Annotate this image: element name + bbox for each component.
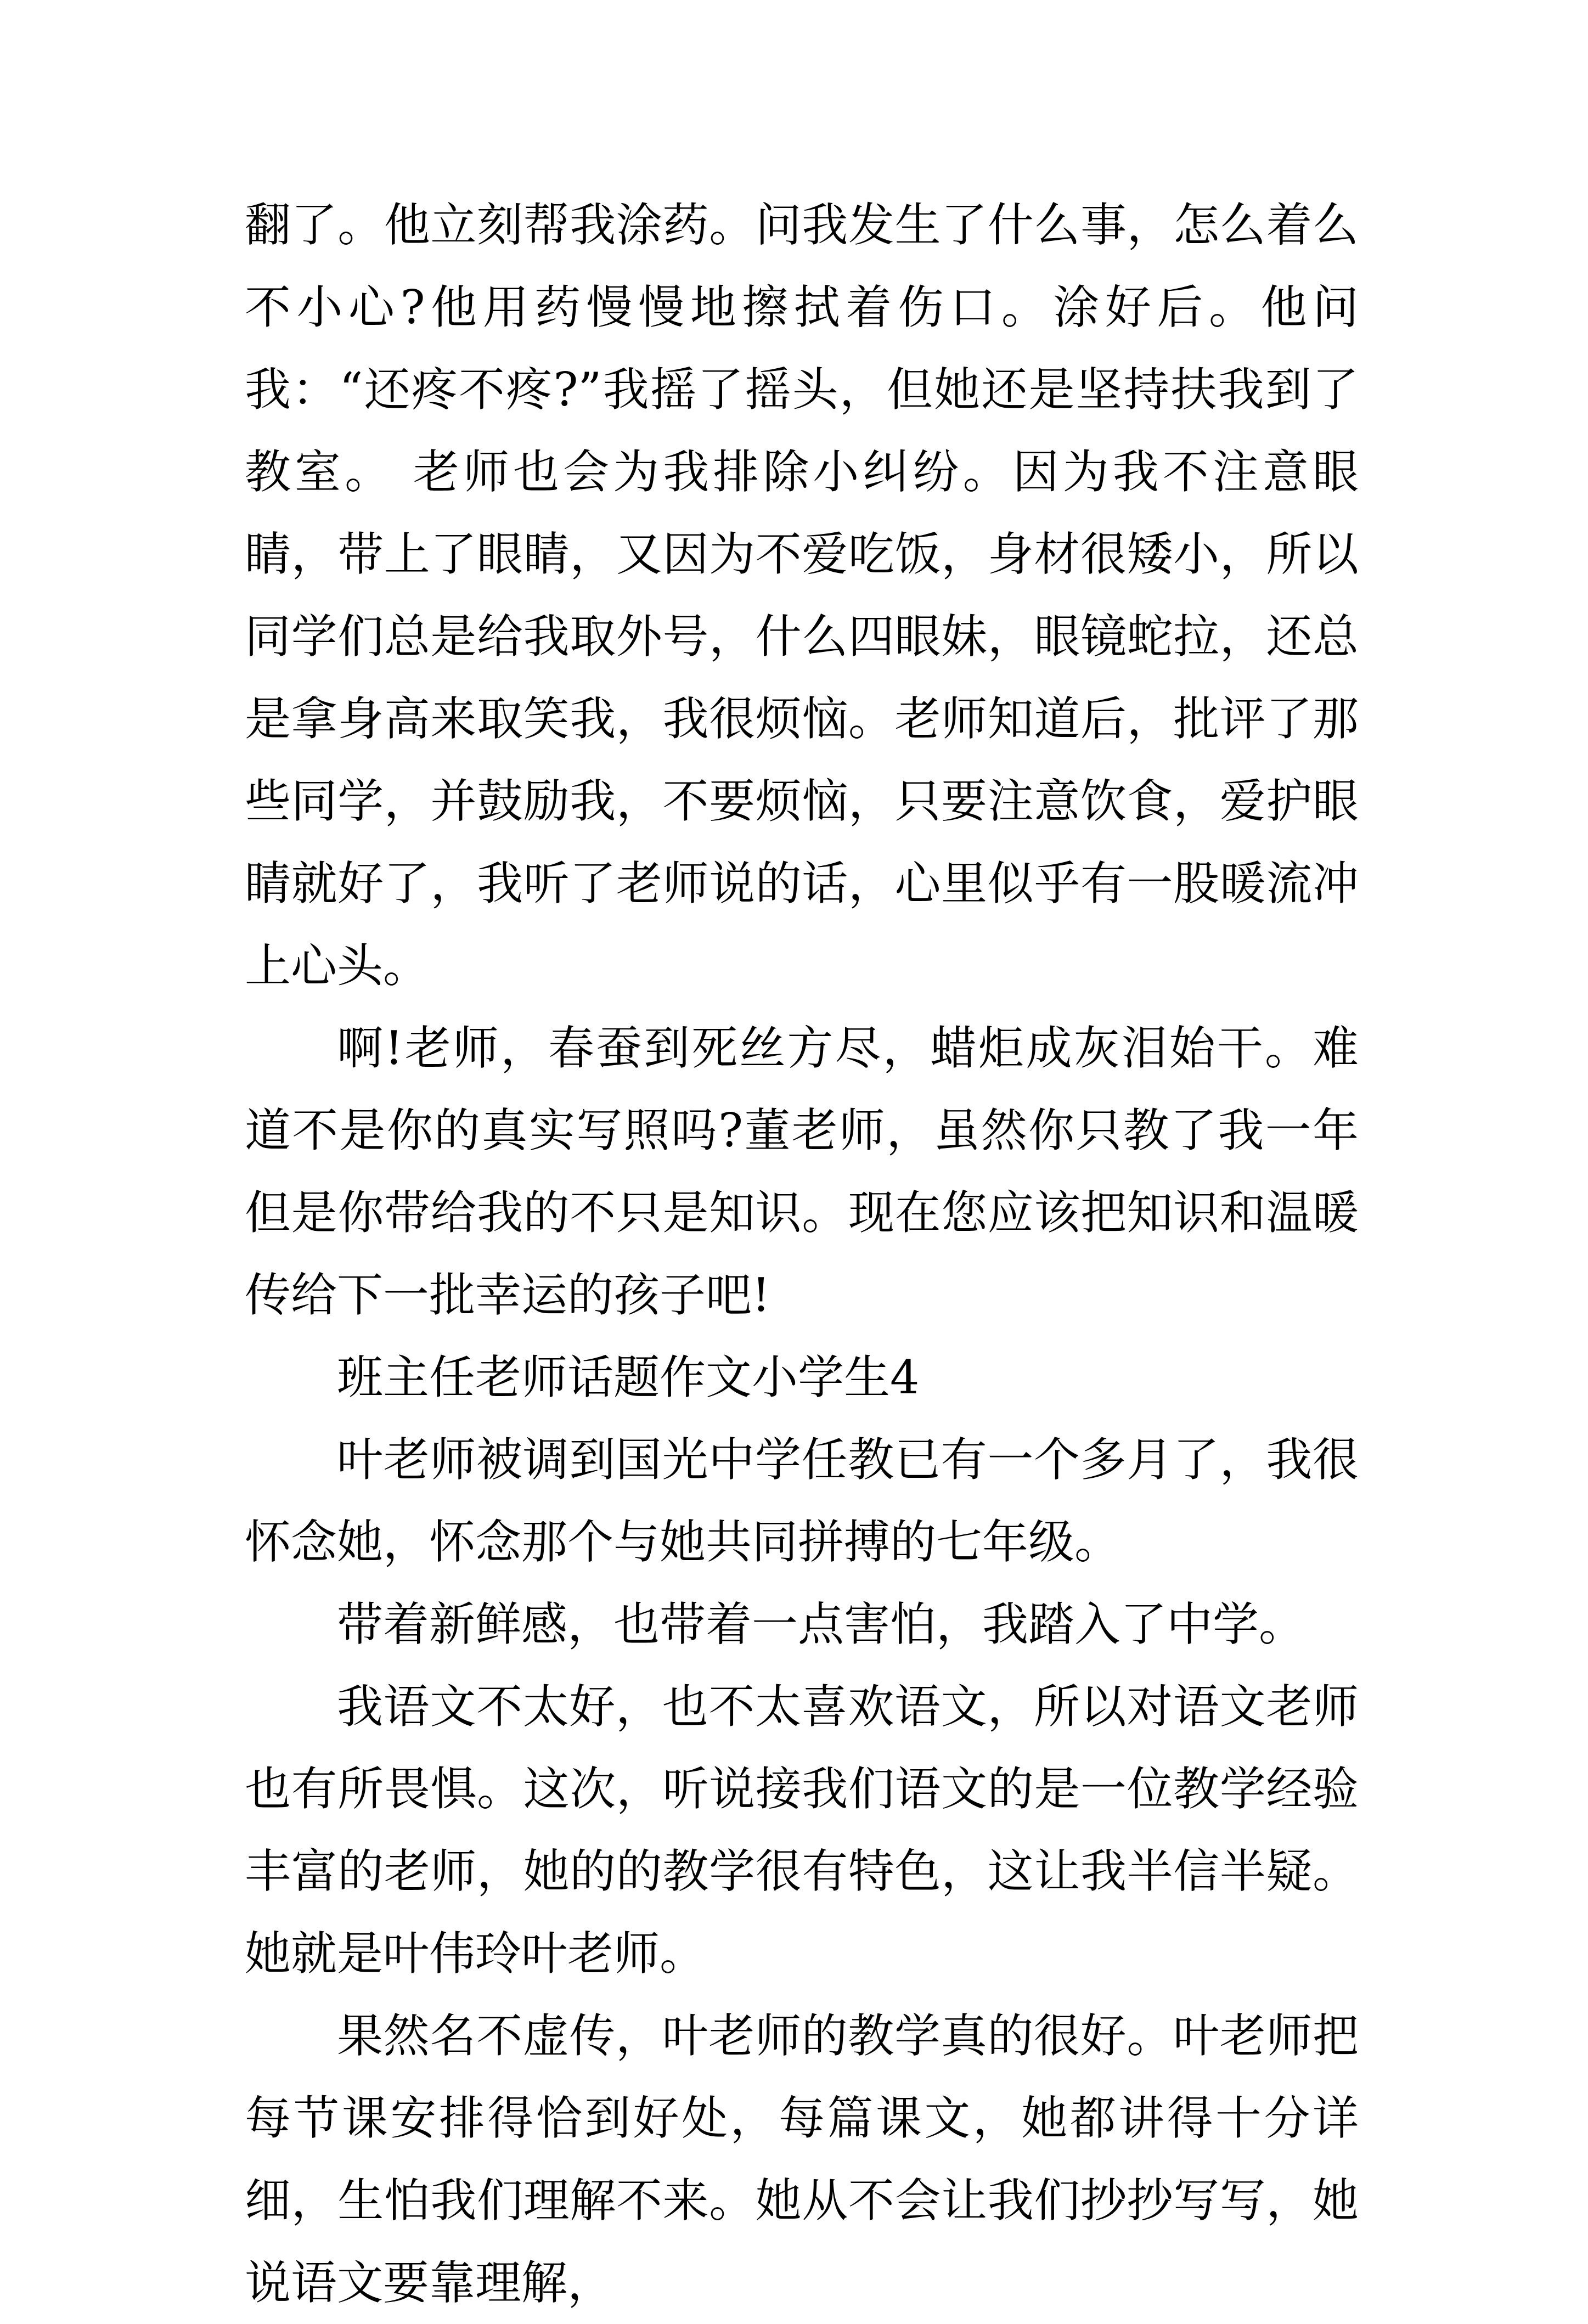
paragraph-2: 啊!老师，春蚕到死丝方尽，蜡炬成灰泪始干。难道不是你的真实写照吗?董老师，虽然你只教了我一年但是你带给我的不只是知识。现在您应该把知识和温暖传给下一批幸运的孩子吧! bbox=[245, 1021, 1359, 1322]
paragraph-4: 带着新鲜感，也带着一点害怕，我踏入了中学。 bbox=[337, 1597, 1305, 1651]
paragraph-1: 翻了。他立刻帮我涂药。问我发生了什么事，怎么着么不小心?他用药慢慢地擦拭着伤口。涂好后。他问我：“还疼不疼?”我摇了摇头，但她还是坚持扶我到了教室。 老师也会为我排除小纠纷。因为我不注意眼睛，带上了眼睛，又因为不爱吃饭，身材很矮小，所以同学们总是给我取外号，什么四眼妹，眼镜蛇拉，还总是拿身高来取笑我，我很烦恼。老师知道后，批评了那些同学，并鼓励我，不要烦恼，只要注意饮食，爱护眼睛就好了，我听了老师说的话，心里似乎有一股暖流冲上心头。 bbox=[245, 198, 1359, 993]
paragraph-6: 果然名不虚传，叶老师的教学真的很好。叶老师把每节课安排得恰到好处，每篇课文，她都讲得十分详细，生怕我们理解不来。她从不会让我们抄抄写写，她说语文要靠理解， bbox=[245, 2009, 1359, 2310]
document-body bbox=[245, 184, 1359, 2324]
paragraph-3: 叶老师被调到国光中学任教已有一个多月了，我很怀念她，怀念那个与她共同拼搏的七年级。 bbox=[245, 1433, 1359, 1569]
paragraph-5: 我语文不太好，也不太喜欢语文，所以对语文老师也有所畏惧。这次，听说接我们语文的是一位教学经验丰富的老师，她的的教学很有特色，这让我半信半疑。她就是叶伟玲叶老师。 bbox=[245, 1680, 1359, 1980]
section-heading: 班主任老师话题作文小学生4 bbox=[337, 1350, 920, 1404]
